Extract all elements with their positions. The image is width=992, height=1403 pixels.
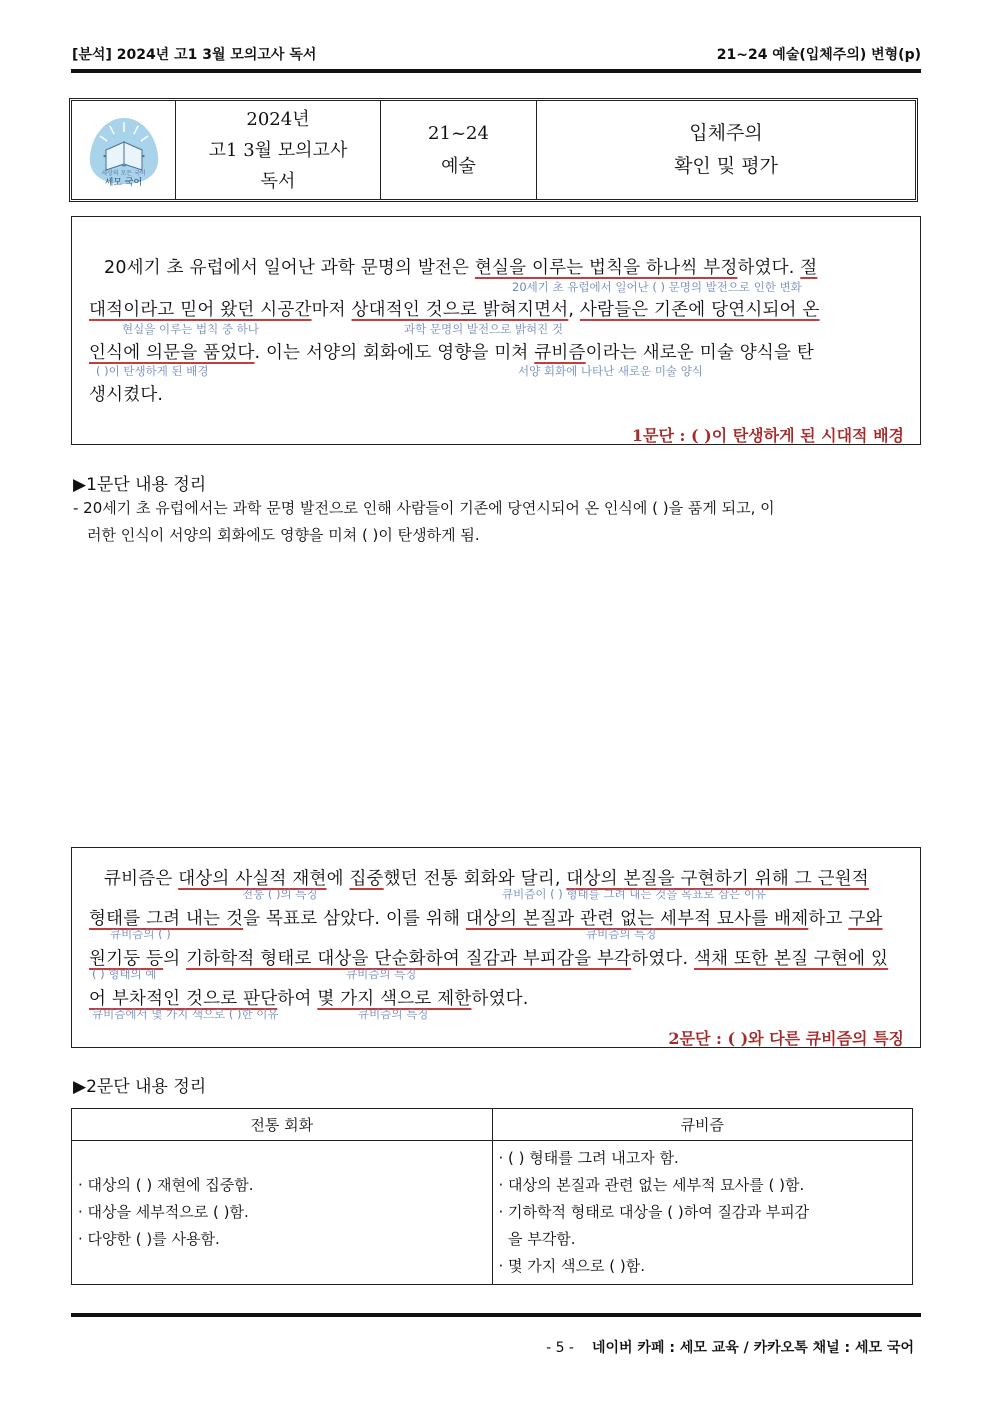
passage2-note: 큐비즘의 ( ) (110, 927, 171, 941)
topic-title: 입체주의 (689, 122, 763, 144)
section-1-summary (73, 495, 923, 549)
passage1-line-2: 대적이라고 믿어 왔던 시공간마저 상대적인 것으로 밝혀지면서, 사람들은 기존에 당연시되어 온 (89, 300, 820, 320)
passage-paragraph-2 (71, 847, 921, 1048)
topic-subtitle: 확인 및 평가 (674, 155, 778, 177)
table-row (72, 1141, 913, 1285)
passage2-line-4: 어 부차적인 것으로 판단하여 몇 가지 색으로 제한하였다. (89, 989, 529, 1009)
passage1-line-4: 생시켰다. (89, 385, 164, 405)
page-number: - 5 - (546, 1340, 574, 1356)
table-header-cubism: 큐비즘 (492, 1109, 913, 1141)
section-1-heading: ▶1문단 내용 정리 (73, 475, 207, 495)
table-header-row (72, 1109, 913, 1141)
traditional-cell (72, 1141, 493, 1285)
summary-line: 러한 인식이 서양의 회화에도 영향을 미쳐 ( )이 탄생하게 됨. (87, 526, 480, 544)
question-range: 21~24 (428, 123, 489, 144)
passage1-line-3: 인식에 의문을 품었다. 이는 서양의 회화에도 영향을 미쳐 큐비즘이라는 새로운 미술 양식을 탄 (89, 343, 814, 363)
passage2-note: 큐비즘의 특징 (346, 967, 417, 981)
list-item: · ( ) 형태를 그려 내고자 함. (498, 1149, 679, 1167)
passage1-note: 과학 문명의 발전으로 밝혀진 것 (404, 322, 564, 336)
list-item: 을 부각함. (498, 1230, 576, 1248)
passage2-line-3: 원기둥 등의 기하학적 형태로 대상을 단순화하여 질감과 부피감을 부각하였다. 색채 또한 본질 구현에 있 (89, 949, 889, 969)
question-field: 예술 (441, 156, 476, 177)
header-left: [분석] 2024년 고1 3월 모의고사 독서 (72, 47, 317, 63)
passage2-note: ( ) 형태의 예 (92, 967, 157, 981)
passage-paragraph-1 (71, 216, 921, 445)
list-item: · 대상의 ( ) 재현에 집중함. (78, 1176, 254, 1194)
passage2-line-1: 큐비즘은 대상의 사실적 재현에 집중했던 전통 회화와 달리, 대상의 본질을 구현하기 위해 그 근원적 (104, 869, 869, 889)
logo-text: 세모 국어 (104, 178, 143, 188)
summary-line: - 20세기 초 유럽에서는 과학 문명 발전으로 인해 사람들이 기존에 당연시되어 온 인식에 ( )을 품게 되고, 이 (73, 499, 775, 517)
passage1-note: 20세기 초 유럽에서 일어난 ( ) 문명의 발전으로 인한 변화 (512, 280, 802, 294)
paragraph-1-tag: 1문단 : ( )이 탄생하게 된 시대적 배경 (631, 426, 904, 445)
topic-cell (537, 101, 915, 199)
question-range-cell (381, 101, 537, 199)
passage2-note: 전통 ( )의 특징 (242, 887, 318, 901)
passage1-line-1: 20세기 초 유럽에서 일어난 과학 문명의 발전은 현실을 이루는 법칙을 하나씩 부정하였다. 절 (104, 258, 818, 278)
logo (86, 112, 162, 188)
header-rule (71, 69, 921, 73)
passage2-line-2: 형태를 그려 내는 것을 목표로 삼았다. 이를 위해 대상의 본질과 관련 없는 세부적 묘사를 배제하고 구와 (89, 909, 883, 929)
exam-info-cell (176, 101, 381, 199)
exam-subject: 독서 (260, 170, 296, 192)
footer-text: 네이버 카페 : 세모 교육 / 카카오톡 채널 : 세모 국어 (591, 1340, 914, 1356)
passage2-note: 큐비즘의 특징 (358, 1007, 429, 1021)
passage2-note: 큐비즘이 ( ) 형태를 그려 내는 것을 목표로 삼은 이유 (502, 887, 767, 901)
footer-rule (71, 1313, 921, 1317)
passage1-note: ( )이 탄생하게 된 배경 (96, 364, 209, 378)
title-box (69, 98, 918, 202)
passage1-note: 현실을 이루는 법칙 중 하나 (122, 322, 259, 336)
list-item: · 대상을 세부적으로 ( )함. (78, 1203, 249, 1221)
passage2-note: 큐비즘의 특징 (586, 927, 657, 941)
table-header-traditional: 전통 회화 (72, 1109, 493, 1141)
passage2-note: 큐비즘에서 몇 가지 색으로 ( )한 이유 (92, 1007, 279, 1021)
exam-year: 2024년 (246, 108, 310, 130)
cubism-cell (492, 1141, 913, 1285)
paragraph-2-tag: 2문단 : ( )와 다른 큐비즘의 특징 (668, 1029, 904, 1048)
header-right: 21~24 예술(입체주의) 변형(p) (716, 47, 921, 63)
list-item: · 다양한 ( )를 사용함. (78, 1230, 220, 1248)
logo-subtext: 세상의 모든 국어 (101, 170, 146, 177)
footer (546, 1337, 914, 1357)
passage1-note: 서양 회화에 나타난 새로운 미술 양식 (518, 364, 703, 378)
list-item: · 기하학적 형태로 대상을 ( )하여 질감과 부피감 (498, 1203, 810, 1221)
exam-name: 고1 3월 모의고사 (208, 139, 348, 161)
list-item: · 몇 가지 색으로 ( )함. (498, 1257, 646, 1275)
section-2-heading: ▶2문단 내용 정리 (73, 1077, 207, 1097)
comparison-table (71, 1108, 913, 1285)
list-item: · 대상의 본질과 관련 없는 세부적 묘사를 ( )함. (498, 1176, 805, 1194)
logo-cell (72, 101, 176, 199)
